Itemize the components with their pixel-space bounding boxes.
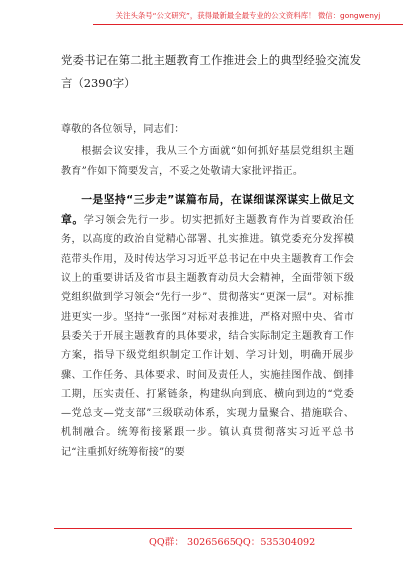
document-body <box>61 120 354 462</box>
salutation: 尊敬的各位领导，同志们： <box>61 124 185 135</box>
footer-divider <box>54 528 352 529</box>
promo-banner: 关注头条号“公文研究”，获得最新最全最专业的公文资料库！ 微信：gongwenyj <box>115 11 381 20</box>
document-title: 党委书记在第二批主题教育工作推进会上的典型经验交流发言（2390字） <box>61 53 361 90</box>
section-1-paragraph <box>61 190 354 462</box>
section-1-body: 学习领会先行一步。切实把抓好主题教育作为首要政治任务，以高度的政治自觉精心部署、扎实推进。镇党委充分发挥模范带头作用，及时传达学习习近平总书记在中央主题教育工作会议上的重要讲话及省市县主题教育动员大会精神，全面带领下级党组织做到学习领会“先行一步”、贯彻落实“更深一层”。对标推进更实一步。坚持“一张图”对标对表推进，严格对照中央、省市县委关于开展主题教育的具体要求，结合实际制定主题教育工作方案，指导下级党组织制定工作计划、学习计划，明确开展步骤、工作任务、具体要求、时间及责任人，实施挂图作战、倒排工期，压实责任、打紧链条，构建纵向到底、横向到边的“党委—党总支—党支部”三级联动体系，实现力量聚合、措施联合、机制融合。统筹衔接紧跟一步。镇认真贯彻落实习近平总书记“注重抓好统筹衔接”的要 <box>61 215 355 458</box>
qq-group-number: QQ群： 30265665 <box>149 537 236 548</box>
header-divider <box>93 24 403 25</box>
opening-paragraph: 根据会议安排，我从三个方面就“如何抓好基层党组织主题教育”作如下简要发言，不妥之处敬请大家批评指正。 <box>61 146 354 177</box>
qq-contact-number: QQ：535304092 <box>235 537 316 548</box>
section-1-heading: 一是坚持“三步走”谋篇布局，在谋细谋深谋实上做足文章。 <box>61 192 354 227</box>
